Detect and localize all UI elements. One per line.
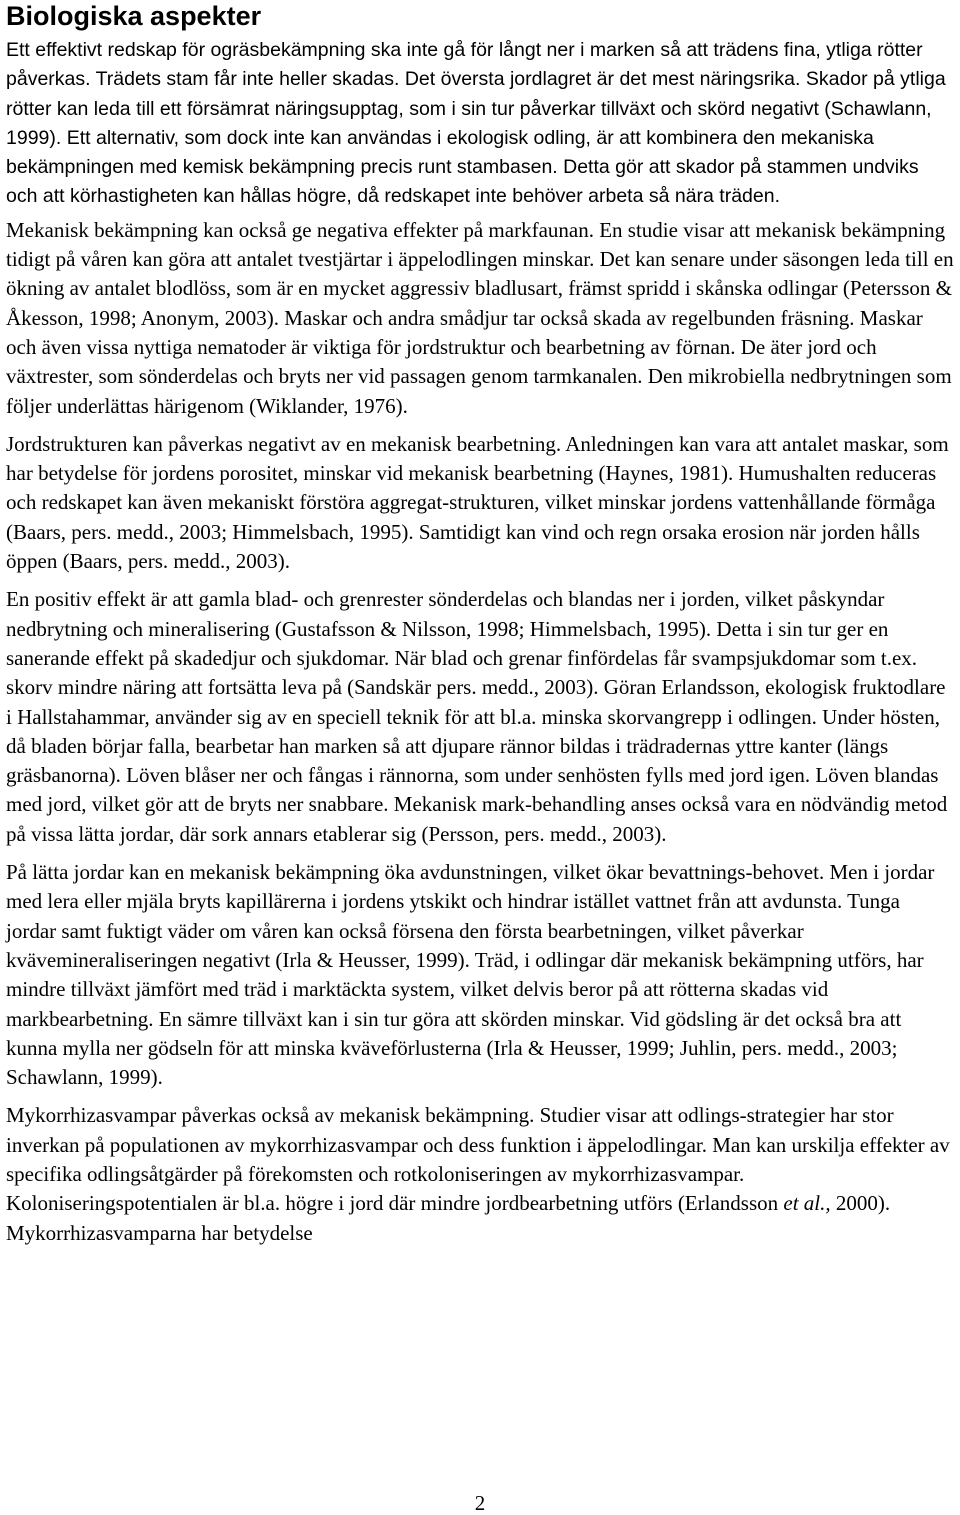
paragraph-1: Ett effektivt redskap för ogräsbekämpning ska inte gå för långt ner i marken så att trädens fina, ytliga rötter påverkas. Trädets stam får inte heller skadas. Det översta jordlagret är det mest näringsrika. Skador på ytliga rötter kan leda till ett försämrat näringsupptag, som i sin tur påverkar tillväxt och skörd negativt (Schawlann, 1999). Ett alternativ, som dock inte kan användas i ekologisk odling, är att kombinera den mekaniska bekämpningen med kemisk bekämpning precis runt stambasen. Detta gör att skador på stammen undviks och att körhastigheten kan hållas högre, då redskapet inte behöver arbeta så nära träden. <box>6 39 946 208</box>
document-page <box>6 0 954 1248</box>
paragraph-4: En positiv effekt är att gamla blad- och grenrester sönderdelas och blandas ner i jorden, vilket påskyndar nedbrytning och mineralisering (Gustafsson & Nilsson, 1998; Himmelsbach, 1995). Detta i sin tur ger en sanerande effekt på skadedjur och sjukdomar. När blad och grenar finfördelas får svampsjukdomar som t.ex. skorv mindre näring att fortsätta leva på (Sandskär pers. medd., 2003). Göran Erlandsson, ekologisk fruktodlare i Hallstahammar, använder sig av en speciell teknik för att bl.a. minska skorvangrepp i odlingen. Under hösten, då bladen börjar falla, bearbetar han marken så att djupare rännor bildas i trädradernas yttre kanter (längs gräsbanorna). Löven blåser ner och fångas i rännorna, som under senhösten fylls med jord igen. Löven blandas med jord, vilket gör att de bryts ner snabbare. Mekanisk mark-behandling anses också vara en nödvändig metod på vissa lätta jordar, där sork annars etablerar sig (Persson, pers. medd., 2003). <box>6 587 948 846</box>
paragraph-3: Jordstrukturen kan påverkas negativt av en mekanisk bearbetning. Anledningen kan vara att antalet maskar, som har betydelse för jordens porositet, minskar vid mekanisk bearbetning (Haynes, 1981). Humushalten reduceras och redskapet kan även mekaniskt förstöra aggregat-strukturen, vilket minskar jordens vattenhållande förmåga (Baars, pers. medd., 2003; Himmelsbach, 1995). Samtidigt kan vind och regn orsaka erosion när jorden hålls öppen (Baars, pers. medd., 2003). <box>6 431 949 574</box>
paragraph-6 <box>6 1101 954 1247</box>
paragraph-5: På lätta jordar kan en mekanisk bekämpning öka avdunstningen, vilket ökar bevattnings-behovet. Men i jordar med lera eller mjäla bryts kapillärerna i jordens ytskikt och hindrar istället vattnet från att avdunsta. Tunga jordar samt fuktigt väder om våren kan också försena den första bearbetningen, vilket påverkar kvävemineraliseringen negativt (Irla & Heusser, 1999). Träd, i odlingar där mekanisk bekämpning utförs, har mindre tillväxt jämfört med träd i marktäckta system, vilket delvis beror på att rötterna skadas vid markbearbetning. En sämre tillväxt kan i sin tur göra att skörden minskar. Vid gödsling är det också bra att kunna mylla ner gödseln för att minska kväveförlusterna (Irla & Heusser, 1999; Juhlin, pers. medd., 2003; Schawlann, 1999). <box>6 860 935 1090</box>
paragraph-6-text-start: Mykorrhizasvampar påverkas också av mekanisk bekämpning. Studier visar att odlings-strategier har stor inverkan på populationen av mykorrhizasvampar och dess funktion i äppelodlingar. Man kan urskilja effekter av specifika odlingsåtgärder på förekomsten och rotkoloniseringen av mykorrhizasvampar. Koloniseringspotentialen är bl.a. högre i jord där mindre jordbearbetning utförs (Erlandsson <box>6 1103 950 1216</box>
paragraph-6-text-end: 2000). Mykorrhizasvamparna har betydelse <box>6 1191 891 1245</box>
paragraph-6-italic-citation: et al., <box>783 1191 831 1216</box>
page-number: 2 <box>474 1491 486 1515</box>
paragraph-2: Mekanisk bekämpning kan också ge negativa effekter på markfaunan. En studie visar att mekanisk bekämpning tidigt på våren kan göra att antalet tvestjärtar i äppelodlingen minskar. Det kan senare under säsongen leda till en ökning av antalet blodlöss, som är en mycket aggressiv bladlusart, främst spridd i skånska odlingar (Petersson & Åkesson, 1998; Anonym, 2003). Maskar och andra smådjur tar också skada av regelbunden fräsning. Maskar och även vissa nyttiga nematoder är viktiga för jordstruktur och bearbetning av förnan. De äter jord och växtrester, som sönderdelas och bryts ner vid passagen genom tarmkanalen. Den mikrobiella nedbrytningen som följer underlättas härigenom (Wiklander, 1976). <box>6 217 954 418</box>
section-heading: Biologiska aspekter <box>6 1 262 31</box>
